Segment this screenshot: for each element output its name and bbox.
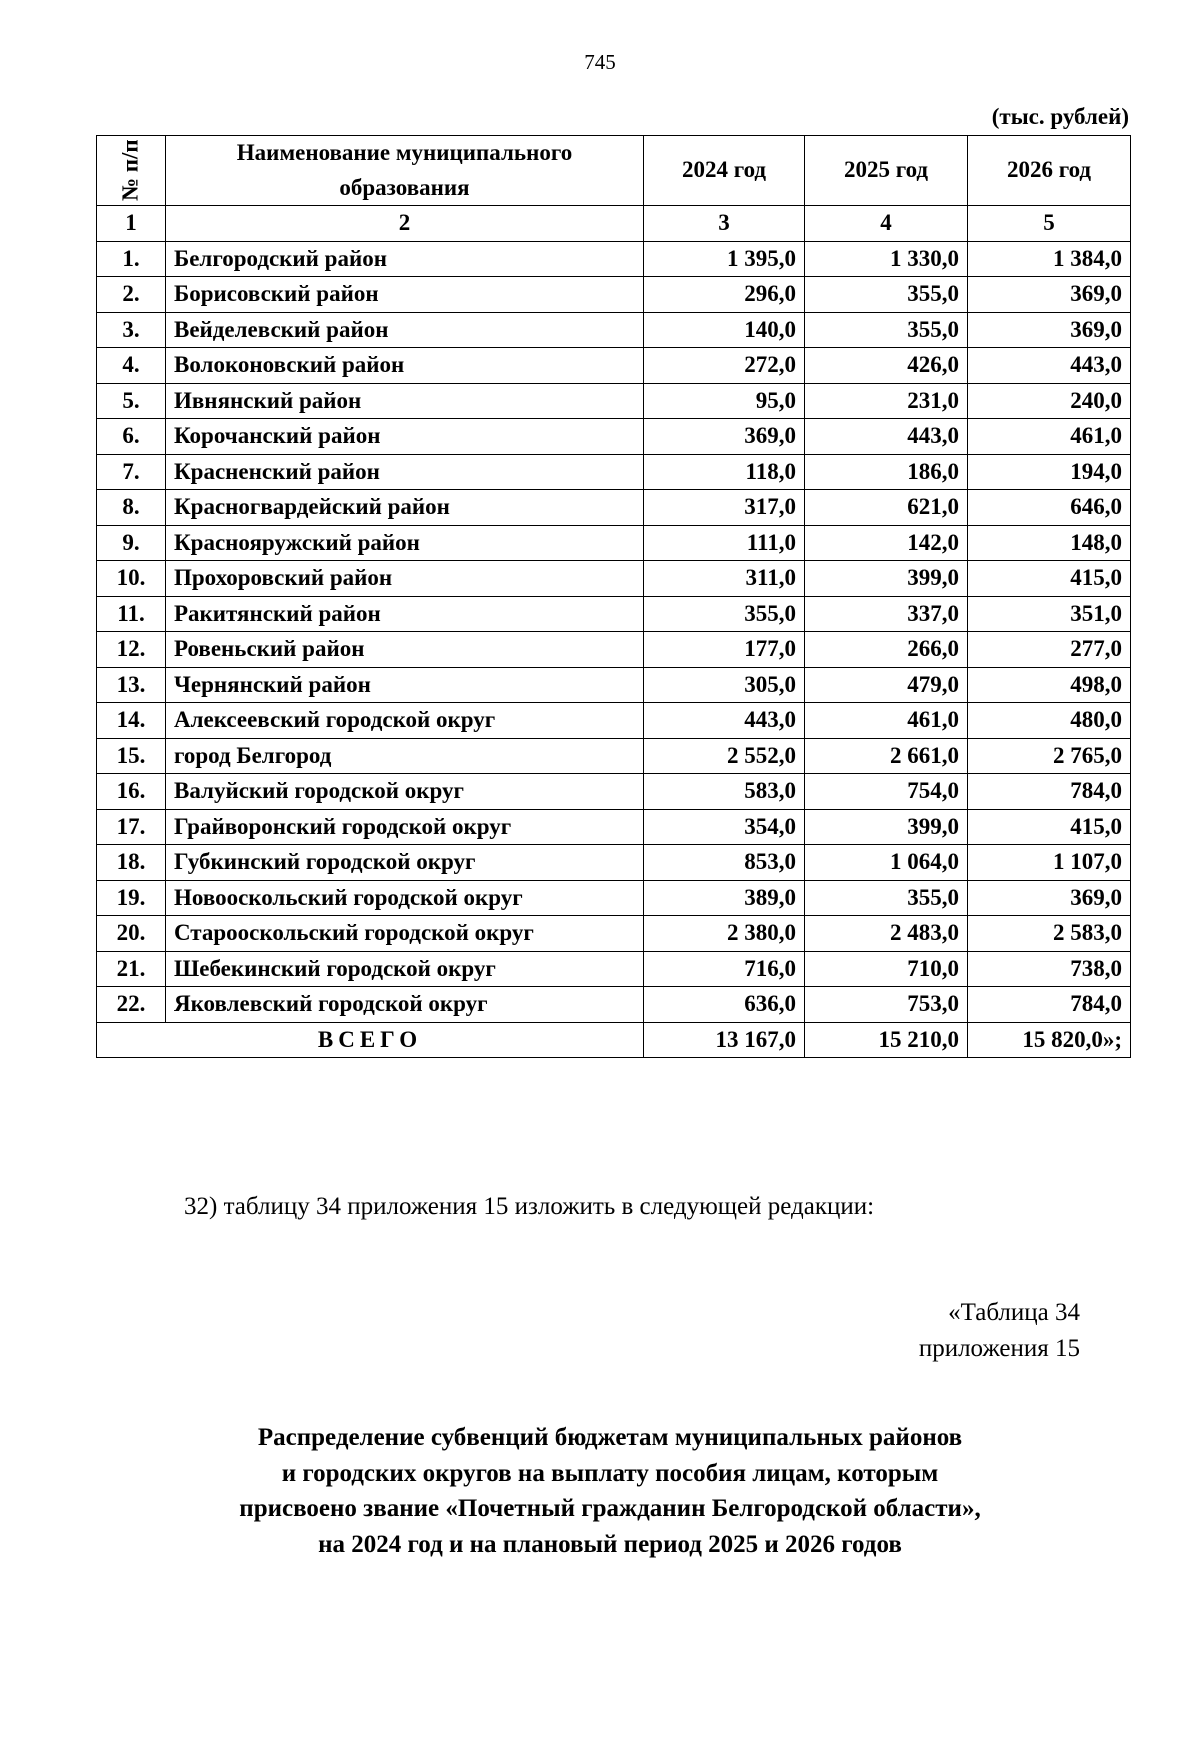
- table-row: [97, 703, 1131, 739]
- table-row: [97, 632, 1131, 668]
- column-number: 2: [166, 206, 644, 242]
- municipality-name: Корочанский район: [166, 419, 644, 455]
- table-row: [97, 525, 1131, 561]
- table-reference-line: приложения 15: [918, 1335, 1080, 1362]
- value-2026: 480,0: [968, 703, 1131, 739]
- total-row: [97, 1022, 1131, 1058]
- header-name: Наименование муниципального образования: [166, 136, 644, 206]
- table-row: [97, 738, 1131, 774]
- row-number: 12.: [97, 632, 166, 668]
- value-2025: 399,0: [805, 561, 968, 597]
- municipality-name: Валуйский городской округ: [166, 774, 644, 810]
- value-2025: 355,0: [805, 312, 968, 348]
- value-2026: 2 765,0: [968, 738, 1131, 774]
- row-number: 4.: [97, 348, 166, 384]
- value-2025: 461,0: [805, 703, 968, 739]
- municipality-name: Прохоровский район: [166, 561, 644, 597]
- value-2025: 142,0: [805, 525, 968, 561]
- row-number: 7.: [97, 454, 166, 490]
- value-2024: 296,0: [644, 277, 805, 313]
- value-2024: 1 395,0: [644, 241, 805, 277]
- row-number: 17.: [97, 809, 166, 845]
- column-number: 3: [644, 206, 805, 242]
- row-number: 3.: [97, 312, 166, 348]
- value-2026: 784,0: [968, 774, 1131, 810]
- value-2026: 2 583,0: [968, 916, 1131, 952]
- municipality-name: Губкинский городской округ: [166, 845, 644, 881]
- municipality-name: Белгородский район: [166, 241, 644, 277]
- row-number: 19.: [97, 880, 166, 916]
- value-2024: 443,0: [644, 703, 805, 739]
- row-number: 13.: [97, 667, 166, 703]
- municipality-name: Красногвардейский район: [166, 490, 644, 526]
- value-2025: 2 661,0: [805, 738, 968, 774]
- table-row: [97, 454, 1131, 490]
- value-2026: 1 384,0: [968, 241, 1131, 277]
- value-2025: 479,0: [805, 667, 968, 703]
- column-number: 5: [968, 206, 1131, 242]
- municipality-name: Ракитянский район: [166, 596, 644, 632]
- municipality-name: Волоконовский район: [166, 348, 644, 384]
- row-number: 1.: [97, 241, 166, 277]
- value-2024: 389,0: [644, 880, 805, 916]
- value-2025: 355,0: [805, 880, 968, 916]
- row-number: 18.: [97, 845, 166, 881]
- value-2024: 111,0: [644, 525, 805, 561]
- total-2026: 15 820,0»;: [968, 1022, 1131, 1058]
- value-2025: 426,0: [805, 348, 968, 384]
- value-2026: 277,0: [968, 632, 1131, 668]
- table-row: [97, 951, 1131, 987]
- value-2026: 369,0: [968, 880, 1131, 916]
- value-2025: 754,0: [805, 774, 968, 810]
- total-2024: 13 167,0: [644, 1022, 805, 1058]
- heading-line: Распределение субвенций бюджетам муниципальных районов: [257, 1424, 963, 1451]
- table-row: [97, 596, 1131, 632]
- row-number: 15.: [97, 738, 166, 774]
- row-number: 10.: [97, 561, 166, 597]
- value-2025: 2 483,0: [805, 916, 968, 952]
- table-row: [97, 312, 1131, 348]
- value-2024: 369,0: [644, 419, 805, 455]
- municipality-name: Яковлевский городской округ: [166, 987, 644, 1023]
- table-row: [97, 880, 1131, 916]
- row-number: 6.: [97, 419, 166, 455]
- municipality-name: Красненский район: [166, 454, 644, 490]
- value-2024: 2 552,0: [644, 738, 805, 774]
- table-reference: [919, 1295, 1080, 1367]
- value-2026: 498,0: [968, 667, 1131, 703]
- column-number: 1: [97, 206, 166, 242]
- municipality-name: Алексеевский городской округ: [166, 703, 644, 739]
- value-2026: 415,0: [968, 809, 1131, 845]
- row-number: 11.: [97, 596, 166, 632]
- table-row: [97, 774, 1131, 810]
- municipality-name: Старооскольский городской округ: [166, 916, 644, 952]
- municipality-name: Краснояружский район: [166, 525, 644, 561]
- row-number: 21.: [97, 951, 166, 987]
- table-reference-line: «Таблица 34: [948, 1299, 1080, 1326]
- total-2025: 15 210,0: [805, 1022, 968, 1058]
- value-2025: 337,0: [805, 596, 968, 632]
- table-row: [97, 419, 1131, 455]
- heading-line: и городских округов на выплату пособия лицам, которым: [281, 1459, 939, 1487]
- amendment-paragraph: 32) таблицу 34 приложения 15 изложить в следующей редакции:: [184, 1193, 875, 1220]
- value-2024: 636,0: [644, 987, 805, 1023]
- value-2026: 443,0: [968, 348, 1131, 384]
- municipality-name: Борисовский район: [166, 277, 644, 313]
- value-2025: 443,0: [805, 419, 968, 455]
- units-note: (тыс. рублей): [991, 104, 1129, 129]
- row-number: 20.: [97, 916, 166, 952]
- value-2026: 351,0: [968, 596, 1131, 632]
- value-2025: 753,0: [805, 987, 968, 1023]
- header-2024: 2024 год: [644, 136, 805, 206]
- value-2024: 140,0: [644, 312, 805, 348]
- value-2026: 240,0: [968, 383, 1131, 419]
- value-2026: 369,0: [968, 312, 1131, 348]
- heading-line: на 2024 год и на плановый период 2025 и 2026 годов: [318, 1530, 902, 1558]
- value-2025: 231,0: [805, 383, 968, 419]
- value-2024: 583,0: [644, 774, 805, 810]
- value-2024: 716,0: [644, 951, 805, 987]
- value-2024: 354,0: [644, 809, 805, 845]
- value-2024: 177,0: [644, 632, 805, 668]
- heading-line: присвоено звание «Почетный гражданин Белгородской области»,: [239, 1495, 981, 1522]
- row-number: 5.: [97, 383, 166, 419]
- table-row: [97, 348, 1131, 384]
- row-number: 2.: [97, 277, 166, 313]
- value-2024: 311,0: [644, 561, 805, 597]
- value-2026: 194,0: [968, 454, 1131, 490]
- value-2025: 186,0: [805, 454, 968, 490]
- municipality-name: Чернянский район: [166, 667, 644, 703]
- municipality-name: Грайворонский городской округ: [166, 809, 644, 845]
- value-2024: 2 380,0: [644, 916, 805, 952]
- header-2026: 2026 год: [968, 136, 1131, 206]
- page-number: 745: [584, 50, 616, 74]
- row-number: 9.: [97, 525, 166, 561]
- value-2025: 710,0: [805, 951, 968, 987]
- value-2026: 646,0: [968, 490, 1131, 526]
- table-body: [97, 241, 1131, 1022]
- value-2024: 95,0: [644, 383, 805, 419]
- row-number: 14.: [97, 703, 166, 739]
- value-2026: 784,0: [968, 987, 1131, 1023]
- row-number: 22.: [97, 987, 166, 1023]
- row-number: 8.: [97, 490, 166, 526]
- table-heading: [120, 1420, 1100, 1562]
- row-number: 16.: [97, 774, 166, 810]
- header-2025: 2025 год: [805, 136, 968, 206]
- table-row: [97, 987, 1131, 1023]
- value-2024: 272,0: [644, 348, 805, 384]
- table-row: [97, 241, 1131, 277]
- header-num-label: № п/п: [117, 139, 143, 202]
- value-2024: 305,0: [644, 667, 805, 703]
- value-2025: 1 064,0: [805, 845, 968, 881]
- value-2025: 1 330,0: [805, 241, 968, 277]
- value-2025: 399,0: [805, 809, 968, 845]
- municipality-name: город Белгород: [166, 738, 644, 774]
- municipality-name: Вейделевский район: [166, 312, 644, 348]
- column-number-row: [97, 206, 1131, 242]
- table-row: [97, 383, 1131, 419]
- municipality-name: Ровеньский район: [166, 632, 644, 668]
- table-row: [97, 490, 1131, 526]
- municipality-name: Ивнянский район: [166, 383, 644, 419]
- total-label: ВСЕГО: [97, 1022, 644, 1058]
- value-2026: 738,0: [968, 951, 1131, 987]
- value-2026: 148,0: [968, 525, 1131, 561]
- value-2024: 853,0: [644, 845, 805, 881]
- value-2026: 415,0: [968, 561, 1131, 597]
- table-row: [97, 277, 1131, 313]
- value-2026: 461,0: [968, 419, 1131, 455]
- table-row: [97, 845, 1131, 881]
- subvention-table: [96, 135, 1131, 1058]
- value-2025: 621,0: [805, 490, 968, 526]
- table-row: [97, 667, 1131, 703]
- value-2026: 369,0: [968, 277, 1131, 313]
- value-2026: 1 107,0: [968, 845, 1131, 881]
- header-num: [97, 136, 166, 206]
- table-row: [97, 809, 1131, 845]
- table-row: [97, 561, 1131, 597]
- value-2024: 317,0: [644, 490, 805, 526]
- table-row: [97, 916, 1131, 952]
- municipality-name: Новооскольский городской округ: [166, 880, 644, 916]
- value-2024: 118,0: [644, 454, 805, 490]
- value-2025: 355,0: [805, 277, 968, 313]
- table-header-row: [97, 136, 1131, 206]
- column-number: 4: [805, 206, 968, 242]
- value-2024: 355,0: [644, 596, 805, 632]
- value-2025: 266,0: [805, 632, 968, 668]
- municipality-name: Шебекинский городской округ: [166, 951, 644, 987]
